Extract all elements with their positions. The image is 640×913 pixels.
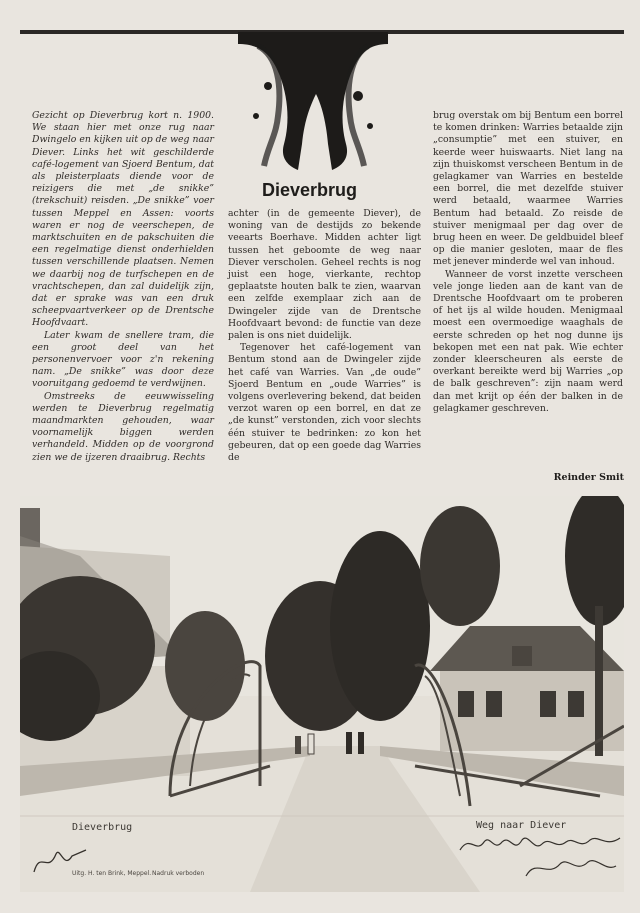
paragraph: Gezicht op Dieverbrug kort n. 1900. We staan hier met onze rug naar Dwingelo en kijken uit op de weg naar Diever. Links het wit geschilderde café-logement van Sjoerd Bentum, dat als pleisterplaats diende voor de reizigers die met „de snikke” (trekschuit) reisden. „De snikke” voer tussen Meppel en Assen: voorts waren er nog de veerschepen, de marktschuiten en de pakschuiten die een regelmatige dienst onderhielden tussen verschillende plaatsen. Nemen we daarbij nog de turfschepen en de vrachtschepen, dan zal duidelijk zijn, dat er sprake was van een druk scheepvaartverkeer op de Drentsche Hoofdvaart. — [32, 110, 214, 329]
paragraph: brug overstak om bij Bentum een borrel te komen drinken: Warries betaalde zijn „consumptie” met een stuiver, en keerde weer huiswaarts. Niet lang na zijn thuiskomst verscheen Bentum in de gelagkamer van Warries en bestelde een borrel, die met dezelfde stuiver werd betaald, waarmee Warries Bentum had betaald. Zo reisde de stuiver menigmaal per dag over de brug heen en weer. De geldbuidel bleef op die manier gesloten, maar de fles met jenever minderde wel van inhoud. — [433, 110, 623, 268]
paragraph: achter (in de gemeente Diever), de woning van de destijds zo bekende veearts Boerhave. Midden achter ligt tussen het geboomte de weg naar Diever verscholen. Geheel rechts is nog juist een hoge, vierkante, rechtop geplaatste houten balk te zien, waarvan een zelfde exemplaar zich aan de Dwingeler zijde van de Drentsche Hoofdvaart bevond: de functie van deze palen is ons niet duidelijk. — [228, 208, 421, 342]
photo-caption-right: Weg naar Diever — [476, 820, 567, 831]
article-column-1 — [32, 110, 214, 464]
article-headline: Dieverbrug — [262, 180, 358, 200]
author-byline: Reinder Smit — [553, 472, 624, 483]
article-column-3 — [433, 110, 623, 415]
paragraph: Wanneer de vorst inzette verscheen vele jonge lieden aan de kant van de Drentsche Hoofdvaart om te proberen of het ijs al wilde houden. Menigmaal moest een overmoedige waaghals de eerste schreden op het nog dunne ijs bekopen met een nat pak. Wie echter zonder kleerscheuren als eerste de overkant bereikte werd bij Warries „op de balk geschreven”: zijn naam werd dan met krijt op één der balken in de gelagkamer geschreven. — [433, 268, 623, 414]
photo-caption-left: Dieverbrug — [72, 822, 133, 833]
paragraph: Tegenover het café-logement van Bentum stond aan de Dwingeler zijde het café van Warries. Van „de oude” Sjoerd Bentum en „oude Warries” is volgens overlevering bekend, dat beiden verzot waren op een borrel, en dat ze „de kunst” verstonden, zich voor slechts één stuiver te bedrinken: zo kon het gebeuren, dat op een goede dag Warries de — [228, 342, 421, 464]
bottle-illustration — [238, 26, 388, 176]
reprint-notice: Nadruk verboden — [152, 870, 205, 877]
historic-photo — [20, 496, 624, 892]
handwritten-mark — [30, 844, 90, 878]
paragraph: Later kwam de snellere tram, die een groot deel van het personenvervoer voor z'n rekening nam. „De snikke” was door deze vooruitgang gedoemd te verdwijnen. — [32, 329, 214, 390]
paragraph: Omstreeks de eeuwwisseling werden te Dieverbrug regelmatig maandmarkten gehouden, waar voornamelijk biggen werden verhandeld. Midden op de voorgrond zien we de ijzeren draaibrug. Rechts — [32, 390, 214, 463]
handwritten-note — [456, 828, 624, 884]
article-column-2 — [228, 208, 421, 464]
publisher-imprint: Uitg. H. ten Brink, Meppel. — [72, 870, 152, 877]
